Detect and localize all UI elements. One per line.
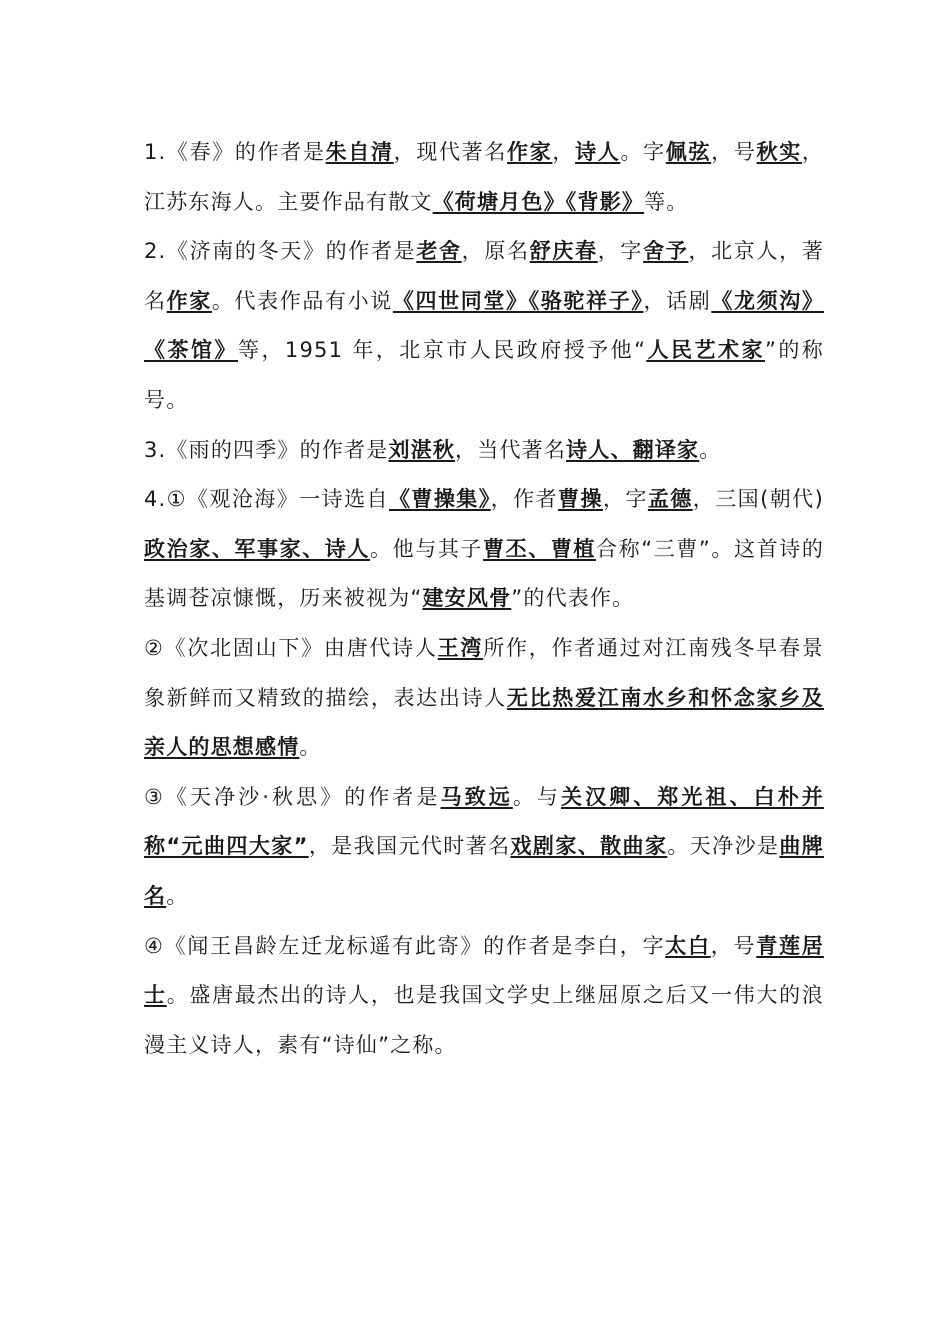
answer-text: 戏剧家、散曲家: [510, 834, 668, 859]
answer-text: 王湾: [437, 635, 484, 660]
answer-text: 青莲居士: [144, 933, 824, 1008]
answer-text: 无比热爱江南水乡和怀念家乡及亲人的思想感情: [144, 685, 824, 760]
answer-text: 关汉卿、郑光祖、白朴并称“元曲四大家”: [144, 784, 824, 859]
answer-text: 《龙须沟》《茶馆》: [144, 288, 825, 363]
answer-text: 刘湛秋: [388, 437, 456, 462]
answer-text: 舒庆春: [529, 239, 598, 264]
answer-text: 太白: [665, 933, 711, 958]
answer-text: 曹丕、曹植: [483, 536, 597, 561]
answer-text: 舍予: [643, 239, 689, 264]
paragraph-3: 3.《雨的四季》的作者是刘湛秋，当代著名诗人、翻译家。: [144, 437, 722, 462]
paragraph-4-3: ③《天净沙·秋思》的作者是马致远。与关汉卿、郑光祖、白朴并称“元曲四大家”，是我国元代时著名戏剧家、散曲家。天净沙是曲牌名。: [144, 784, 824, 908]
paragraph-1: 1.《春》的作者是朱自清，现代著名作家，诗人。字佩弦，号秋实，江苏东海人。主要作品有散文《荷塘月色》《背影》等。: [144, 140, 825, 214]
paragraph-4-2: ②《次北固山下》由唐代诗人王湾所作，作者通过对江南残冬早春景象新鲜而又精致的描绘，表达出诗人无比热爱江南水乡和怀念家乡及亲人的思想感情。: [144, 635, 824, 760]
answer-text: 建安风骨: [422, 586, 512, 611]
answer-text: 《曹操集》: [388, 487, 491, 512]
answer-text: 朱自清: [325, 140, 394, 164]
answer-text: 政治家、军事家、诗人: [144, 536, 371, 561]
answer-text: 作家: [166, 288, 212, 313]
answer-text: 人民艺术家: [646, 338, 765, 363]
answer-text: 《荷塘月色》《背影》: [432, 189, 645, 214]
answer-text: 诗人、翻译家: [566, 437, 700, 462]
answer-text: 诗人: [575, 140, 621, 164]
answer-text: 曲牌名: [144, 834, 824, 908]
paragraph-4-1: 4.①《观沧海》一诗选自《曹操集》，作者曹操，字孟德，三国(朝代)政治家、军事家、诗人。他与其子曹丕、曹植合称“三曹”。这首诗的基调苍凉慷慨，历来被视为“建安风骨”的代表作。: [144, 487, 825, 611]
answer-text: 曹操: [558, 487, 603, 512]
answer-text: 马致远: [440, 784, 513, 809]
answer-text: 孟德: [647, 487, 693, 512]
answer-text: 作家: [507, 140, 553, 164]
paragraph-2: 2.《济南的冬天》的作者是老舍，原名舒庆春，字舍予，北京人，著名作家。代表作品有小说《四世同堂》《骆驼祥子》，话剧《龙须沟》《茶馆》等，1951 年，北京市人民政府授予他“人民艺术家”的称号。: [144, 239, 825, 412]
document-body: [144, 128, 824, 1070]
answer-text: 《四世同堂》《骆驼祥子》: [392, 288, 644, 313]
answer-text: 佩弦: [665, 140, 712, 164]
paragraph-4-4: ④《闻王昌龄左迁龙标遥有此寄》的作者是李白，字太白，号青莲居士。盛唐最杰出的诗人，也是我国文学史上继屈原之后又一伟大的浪漫主义诗人，素有“诗仙”之称。: [144, 933, 824, 1057]
answer-text: 秋实: [756, 140, 802, 164]
answer-text: 老舍: [416, 239, 462, 264]
